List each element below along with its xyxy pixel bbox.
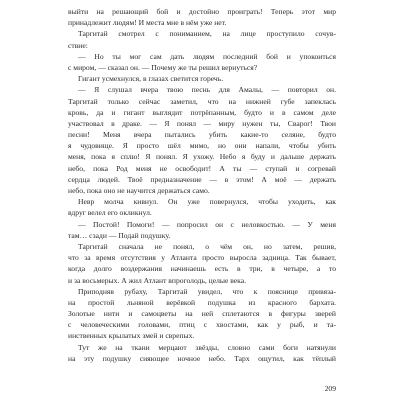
text-line: — Но ты мог сам дать людям последний бой и упокоиться: [78, 51, 336, 61]
text-line: и за восьмерых. А жил Атлант впроголодь, целые века.: [68, 275, 247, 285]
text-line: я чудовище. Я просто шёл мимо, но они напали, чтобы убить: [68, 141, 336, 151]
text-line: инственных крылатых змей и сврепых.: [68, 331, 195, 341]
book-page: [68, 0, 336, 400]
text-line: на эту подушку сияющее ночное небо. Тарх ощутил, как тёплый: [68, 353, 336, 363]
body-text: [68, 6, 336, 364]
text-line: Золотые нити и самоцветы на ней сплетаются в фигуры зверей: [68, 309, 336, 319]
text-line: Таргитай только сейчас заметил, что на нижней губе запеклась: [68, 96, 336, 106]
text-line: что за время отсутствия у Атланта просто выросла задница. Так бывает,: [68, 253, 336, 263]
text-line: Таргитай сначала не понял, о чём он, но затем, решив,: [78, 241, 336, 251]
text-line: — Постой! Помоги! — попросил он с неловкостью. — У меня: [78, 219, 336, 229]
text-line: с человеческими головами, птиц с хвостами, как у рыб, и та-: [68, 320, 336, 330]
text-line: вдруг велел его окликнул.: [68, 208, 152, 218]
text-line: ствие:: [68, 40, 88, 50]
text-line: когда долго воздержания начинаешь есть в три, в четыре, а то: [68, 264, 336, 274]
text-line: Приподняв рубаху, Таргитай увидел, что к пояснице привяза-: [78, 286, 336, 296]
text-line: участвовал в драке. — Я понял — миру нужен ты, Сварог! Твои: [68, 118, 336, 128]
text-line: кровь, да и гигант выглядит потрёпанным, будто и в самом деле: [68, 107, 336, 117]
text-line: Таргитай смотрел с пониманием, на лице проступило сочув-: [78, 29, 336, 39]
text-line: Невр молча кивнул. Он уже повернулся, чтобы уходить, как: [78, 197, 336, 207]
text-line: с миром, — сказал он. — Почему же ты решил вернуться?: [68, 62, 258, 72]
page-number: 209: [324, 384, 336, 393]
text-line: там… сзади — Подай подушку.: [68, 230, 171, 240]
text-line: Гигант усмехнулся, в глазах светится горечь.: [78, 74, 224, 84]
text-line: небо, пока Род меня не освободит! А ты — ступай и согревай: [68, 163, 336, 173]
text-line: выйти на решающий бой и достойно проиграть! Теперь этот мир: [68, 7, 336, 16]
text-line: меня, пока я сплю! Я понял. Я ухожу. Небо я буду и дальше держать: [68, 152, 336, 162]
text-line: сердца людей. Твоё предназначение — в этом! А моё — держать: [68, 174, 336, 184]
text-line: песни! Меня вчера пытались убить какие-то селяне, будто: [68, 130, 336, 140]
text-line: небо, пока оно не научится держаться само.: [68, 186, 210, 195]
text-line: — Я слушал вчера твою песнь для Амалы, — повторил он.: [78, 85, 336, 95]
text-line: Тут же на ткани мерцают звёзды, словно сами боги натянули: [78, 342, 336, 352]
text-line: принадлежит людям! И места мне в нём уже нет.: [68, 18, 227, 28]
text-line: на простой льняной верёвкой подушка из красного бархата.: [68, 297, 336, 307]
